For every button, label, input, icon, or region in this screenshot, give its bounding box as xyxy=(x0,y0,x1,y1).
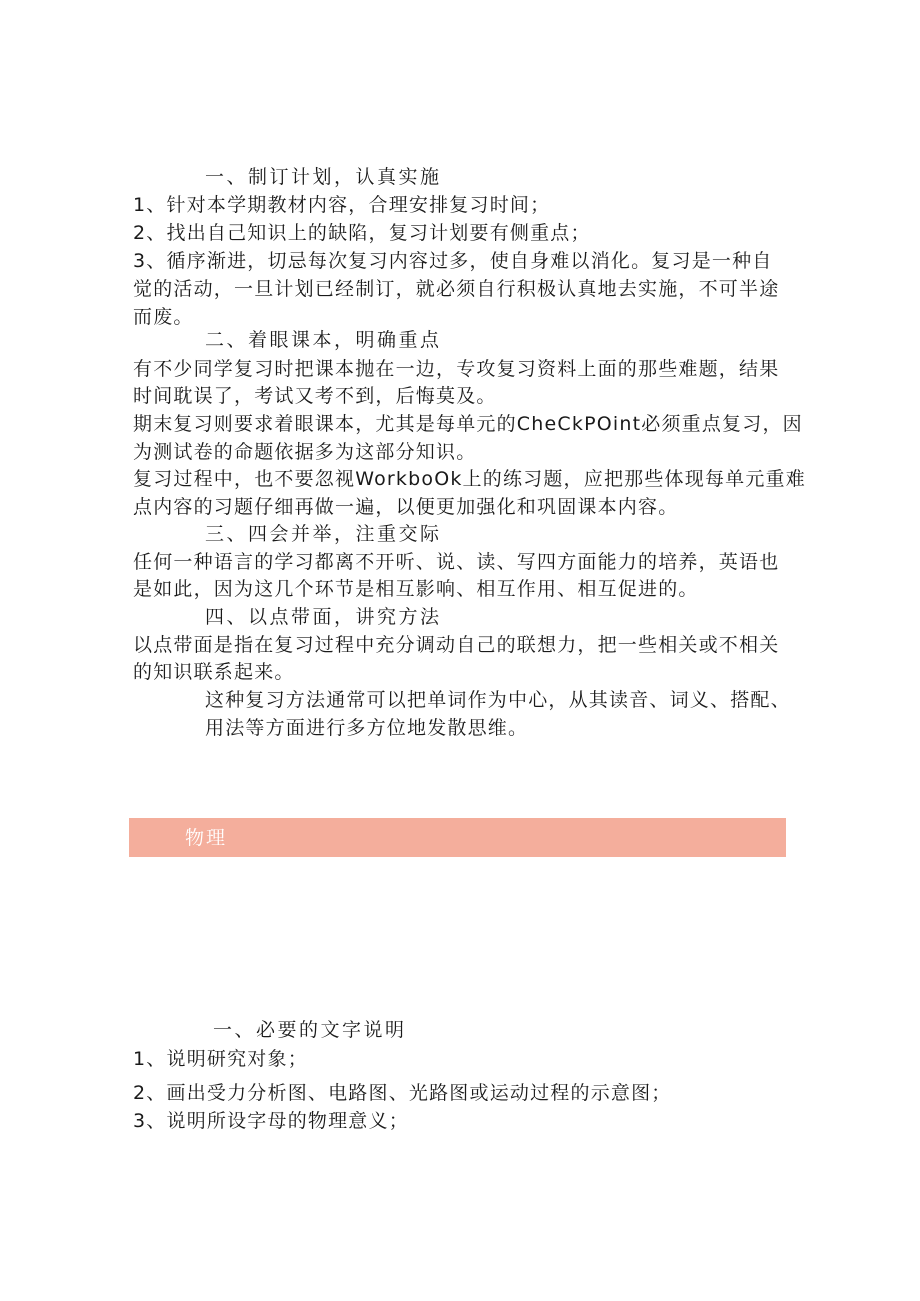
paragraph-line: 而废。 xyxy=(133,306,194,328)
paragraph-line: 期末复习则要求着眼课本，尤其是每单元的CheCkPOint必须重点复习，因 xyxy=(133,413,803,435)
paragraph-line: 以点带面是指在复习过程中充分调动自己的联想力，把一些相关或不相关 xyxy=(133,634,780,656)
section-heading-textbook: 二、着眼课本，明确重点 xyxy=(205,329,442,351)
section-heading-skills: 三、四会并举，注重交际 xyxy=(205,523,442,545)
paragraph-line: 复习过程中，也不要忽视WorkboOk上的练习题，应把那些体现每单元重难 xyxy=(133,468,806,490)
paragraph-line: 1、针对本学期教材内容，合理安排复习时间； xyxy=(133,194,551,216)
paragraph-line: 时间耽误了，考试又考不到，后悔莫及。 xyxy=(133,385,497,407)
paragraph-line: 任何一种语言的学习都离不开听、说、读、写四方面能力的培养，英语也 xyxy=(133,551,780,573)
section-heading-method: 四、以点带面，讲究方法 xyxy=(205,606,442,628)
physics-section-banner xyxy=(129,818,786,857)
paragraph-line: 3、循序渐进，切忌每次复习内容过多，使自身难以消化。复习是一种自 xyxy=(133,250,773,272)
section-heading-plan: 一、制订计划，认真实施 xyxy=(205,166,442,188)
paragraph-line: 点内容的习题仔细再做一遍，以便更加强化和巩固课本内容。 xyxy=(133,496,679,518)
paragraph-line: 2、找出自己知识上的缺陷，复习计划要有侧重点； xyxy=(133,222,591,244)
section-heading-explanation: 一、必要的文字说明 xyxy=(213,1019,407,1041)
list-item: 2、画出受力分析图、电路图、光路图或运动过程的示意图； xyxy=(133,1082,672,1104)
paragraph-line: 是如此，因为这几个环节是相互影响、相互作用、相互促进的。 xyxy=(133,578,699,600)
banner-label: 物理 xyxy=(185,827,228,849)
paragraph-line: 的知识联系起来。 xyxy=(133,661,295,683)
list-item: 3、说明所设字母的物理意义； xyxy=(133,1110,409,1132)
paragraph-line: 为测试卷的命题依据多为这部分知识。 xyxy=(133,441,477,463)
list-item: 1、说明研究对象； xyxy=(133,1048,308,1070)
paragraph-line: 有不少同学复习时把课本抛在一边，专攻复习资料上面的那些难题，结果 xyxy=(133,358,780,380)
paragraph-line: 这种复习方法通常可以把单词作为中心，从其读音、词义、搭配、 xyxy=(205,689,791,711)
paragraph-line: 用法等方面进行多方位地发散思维。 xyxy=(205,717,529,739)
paragraph-line: 觉的活动，一旦计划已经制订，就必须自行积极认真地去实施，不可半途 xyxy=(133,278,780,300)
